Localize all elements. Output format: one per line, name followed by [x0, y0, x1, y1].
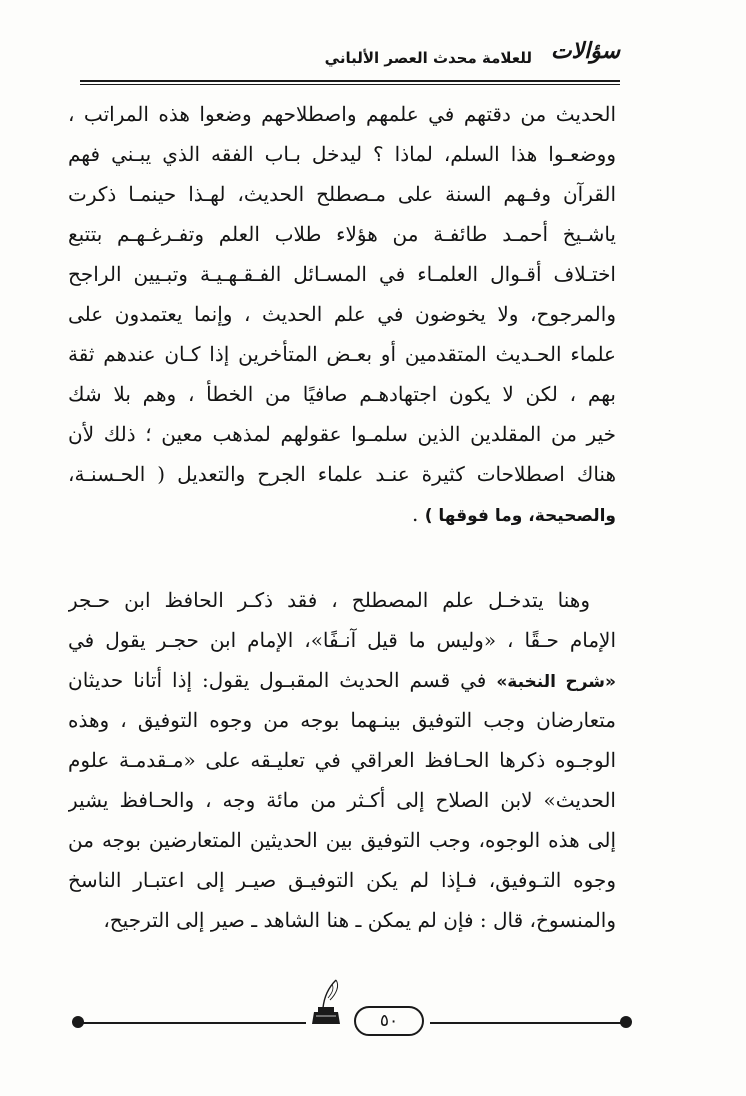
running-header	[80, 38, 620, 90]
text-line: خير من المقلدين الذين سلمـوا عقولهم لمذهب معين ؛ ذلك لأن	[68, 422, 616, 446]
text-line: القرآن وفـهم السنة على مـصطلح الحديث، لهـذا حينمـا ذكرت	[68, 182, 616, 206]
series-logo: سؤالات	[550, 38, 620, 64]
page-footer	[68, 1000, 634, 1050]
text-line: إلى هذه الوجوه، وجب التوفيق بين الحديثين المتعارضين بوجه من	[68, 828, 616, 852]
text-line-last	[68, 494, 616, 534]
text-line: علماء الحـديث المتقدمين أو بعـض المتأخرين إذا كـان عندهم ثقة	[68, 342, 616, 366]
text-line	[68, 580, 616, 620]
inkwell-quill-icon	[306, 978, 346, 1026]
text-run: وهنا يتدخـل علم المصطلح ، فقد ذكـر الحافظ ابن حـجر	[68, 588, 590, 612]
footer-rule-right	[430, 1022, 624, 1024]
text-line: ياشـيخ أحمـد طائفـة من هؤلاء طلاب العلم وتفـرغـهـم بتتبع	[68, 222, 616, 246]
bold-terms: والصحيحة، وما فوقها )	[424, 506, 616, 526]
paragraph-2	[68, 580, 616, 940]
text-line-last: والمنسوخ، قال : فإن لم يمكن ـ هنا الشاهد ـ صير إلى الترجيح،	[103, 908, 616, 932]
footer-dot-right	[620, 1016, 632, 1028]
footer-rule-left	[80, 1022, 306, 1024]
header-rule-thin	[80, 84, 620, 85]
text-line	[68, 660, 616, 700]
text-line: وجوه التـوفيق، فـإذا لم يكن التوفيـق صيـر إلى اعتبـار الناسخ	[68, 868, 616, 892]
paragraph-1	[68, 94, 616, 534]
text-line: الوجـوه ذكرها الحـافظ العراقي في تعليـقه على «مـقدمـة علوم	[68, 748, 616, 772]
text-line: اختـلاف أقـوال العلمـاء في المسـائل الفـقـهـيـة وتبـيين الراجح	[68, 262, 616, 286]
text-line: ووضعـوا هذا السلم، لماذا ؟ ليدخل بـاب الفقه الذي يبـني فهم	[68, 142, 616, 166]
text-line: والمرجوح، ولا يخوضون في علم الحديث ، وإنما يعتمدون على	[68, 302, 616, 326]
text-end: .	[412, 502, 425, 526]
text-line: متعارضان وجب التوفيق بينـهما بوجه من وجوه التوفيق ، وهذه	[68, 708, 616, 732]
text-line: الحديث» لابن الصلاح إلى أكـثر من مائة وجه ، والحـافظ يشير	[68, 788, 616, 812]
header-title: للعلامة محدث العصر الألباني	[324, 49, 532, 67]
text-line: هناك اصطلاحات كثيرة عنـد علماء الجرح والتعديل ( الحـسنـة،	[68, 462, 616, 486]
book-title: «شرح النخبة»	[496, 672, 616, 692]
header-rule	[80, 80, 620, 82]
text-line: الحديث من دقتهم في علمهم واصطلاحهم وضعوا هذه المراتب ،	[68, 102, 616, 126]
page-number: ٥٠	[354, 1006, 424, 1036]
text-line: الإمام حـقًا ، «وليس ما قيل آنـفًا»، الإمام ابن حجـر يقول في	[68, 628, 616, 652]
text-line: بهم ، لكن لا يكون اجتهادهـم صافيًا من الخطأ ، وهم بلا شك	[68, 382, 616, 406]
text-run: في قسم الحديث المقبـول يقول: إذا أتانا حديثان	[68, 668, 487, 692]
